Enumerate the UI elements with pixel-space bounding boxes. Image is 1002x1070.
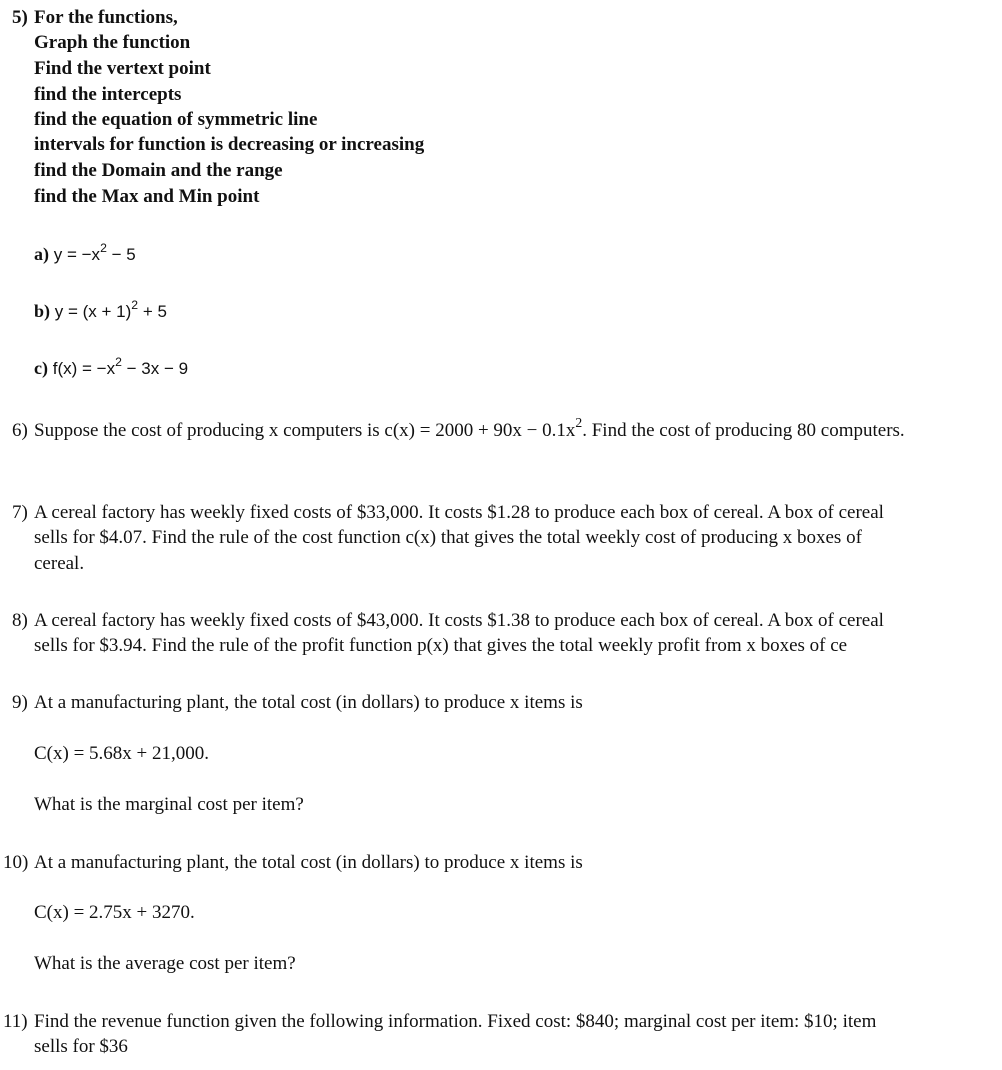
q5-line-7: find the Domain and the range <box>34 160 283 181</box>
q6-number: 6) <box>12 420 28 441</box>
part-a-label: a) <box>34 244 49 264</box>
q7-line-1: A cereal factory has weekly fixed costs of $33,000. It costs $1.28 to produce each box of cereal. A box of cereal <box>34 502 884 523</box>
q9-question: What is the marginal cost per item? <box>34 794 304 815</box>
q11-number: 11) <box>3 1011 28 1032</box>
q5-line-6: intervals for function is decreasing or increasing <box>34 134 425 155</box>
q6-text: Suppose the cost of producing x computers is $c(x) = 2000 + 90x - 0.1x^2$. Find the cost of producing 80 computers. <box>34 414 905 441</box>
q8-line-2: sells for $3.94. Find the rule of the profit function p(x) that gives the total weekly profit from x boxes of ce <box>34 635 848 656</box>
q5-line-4: find the intercepts <box>34 84 182 105</box>
q9-number: 9) <box>12 692 28 713</box>
q5-part-c <box>34 356 188 381</box>
q7-number: 7) <box>12 502 28 523</box>
part-b-label: b) <box>34 301 51 321</box>
part-b-equation: $y = (x + 1)^2 + 5$ <box>54 297 167 321</box>
q8-line-1: A cereal factory has weekly fixed costs of $43,000. It costs $1.38 to produce each box of cereal. A box of cereal <box>34 610 884 631</box>
q11-line-1: Find the revenue function given the following information. Fixed cost: $840; marginal cost per item: $10; item <box>34 1011 877 1032</box>
q9-intro: At a manufacturing plant, the total cost (in dollars) to produce x items is <box>34 692 583 713</box>
q9-equation: C(x) = 5.68x + 21,000. <box>34 743 210 764</box>
part-a-equation: $y = -x^2 - 5$ <box>53 240 136 264</box>
part-c-label: c) <box>34 358 48 378</box>
q11-line-2: sells for $36 <box>34 1036 128 1057</box>
q7-line-2: sells for $4.07. Find the rule of the cost function c(x) that gives the total weekly cost of producing x boxes of <box>34 527 862 548</box>
q7-line-3: cereal. <box>34 553 85 574</box>
q10-question: What is the average cost per item? <box>34 953 296 974</box>
q5-line-3: Find the vertext point <box>34 58 211 79</box>
q10-number: 10) <box>3 852 29 873</box>
q10-equation: C(x) = 2.75x + 3270. <box>34 902 195 923</box>
q5-line-5: find the equation of symmetric line <box>34 109 318 130</box>
q5-line-1: For the functions, <box>34 7 178 28</box>
q5-part-b <box>34 299 167 324</box>
q10-intro: At a manufacturing plant, the total cost (in dollars) to produce x items is <box>34 852 583 873</box>
q5-part-a <box>34 242 136 267</box>
q5-line-2: Graph the function <box>34 32 191 53</box>
q5-line-8: find the Max and Min point <box>34 186 260 207</box>
q8-number: 8) <box>12 610 28 631</box>
part-c-equation: $f(x) = -x^2 - 3x - 9$ <box>52 354 189 378</box>
q5-number: 5) <box>12 7 28 28</box>
